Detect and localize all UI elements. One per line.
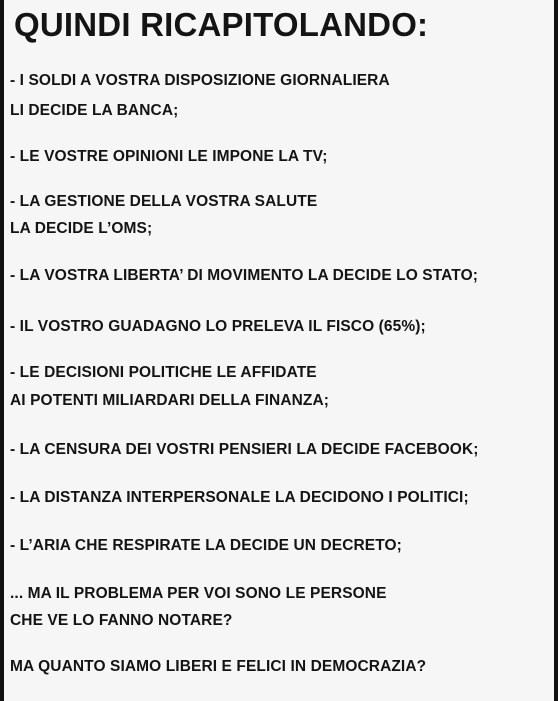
point-line: LA DECIDE L’OMS;: [10, 220, 153, 237]
right-border: [554, 0, 558, 701]
point-line: - LA DISTANZA INTERPERSONALE LA DECIDONO I POLITICI;: [10, 489, 469, 506]
point-line: MA QUANTO SIAMO LIBERI E FELICI IN DEMOCRAZIA?: [10, 658, 427, 675]
point-line: - I SOLDI A VOSTRA DISPOSIZIONE GIORNALIERA: [10, 72, 390, 89]
point-line: ... MA IL PROBLEMA PER VOI SONO LE PERSONE: [10, 585, 387, 602]
point-line: - IL VOSTRO GUADAGNO LO PRELEVA IL FISCO (65%);: [10, 318, 426, 335]
point-line: - LA GESTIONE DELLA VOSTRA SALUTE: [10, 193, 318, 210]
point-line: AI POTENTI MILIARDARI DELLA FINANZA;: [10, 392, 330, 409]
page-title: QUINDI RICAPITOLANDO:: [14, 6, 429, 43]
point-line: - LA VOSTRA LIBERTA’ DI MOVIMENTO LA DECIDE LO STATO;: [10, 267, 479, 284]
point-line: CHE VE LO FANNO NOTARE?: [10, 612, 233, 629]
left-border: [0, 0, 4, 701]
point-line: - LE VOSTRE OPINIONI LE IMPONE LA TV;: [10, 148, 328, 165]
point-line: - LA CENSURA DEI VOSTRI PENSIERI LA DECIDE FACEBOOK;: [10, 441, 479, 458]
point-line: - LE DECISIONI POLITICHE LE AFFIDATE: [10, 364, 317, 381]
point-line: LI DECIDE LA BANCA;: [10, 102, 179, 119]
point-line: - L’ARIA CHE RESPIRATE LA DECIDE UN DECRETO;: [10, 537, 402, 554]
